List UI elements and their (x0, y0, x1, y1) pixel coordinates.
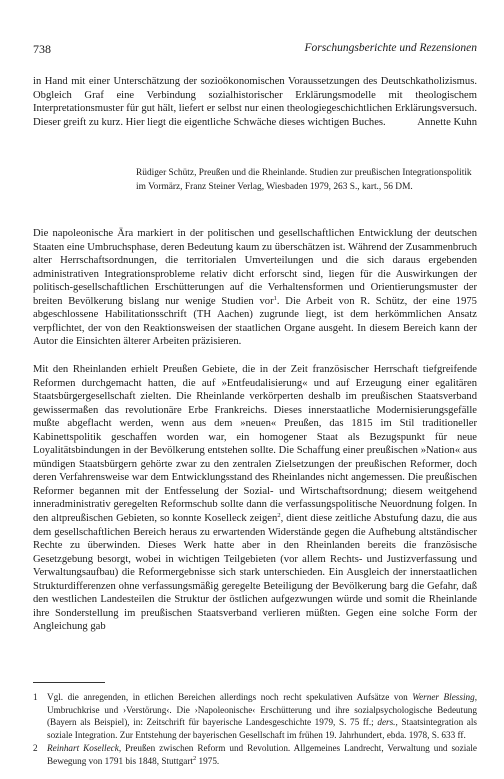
footnote-run: Vgl. die anregenden, in etlichen Bereichen allerdings noch recht spekulativen Aufsätze von (47, 692, 413, 702)
footnote-ref-1: 1 (273, 294, 277, 302)
footnote-text (47, 742, 477, 767)
page (33, 0, 477, 779)
body-paragraph-1: Die napoleonische Ära markiert in der politischen und gesellschaftlichen Entwicklung der deutschen Staaten eine Umbruchsphase, deren Bedeutung kaum zu überschätzen ist. Während der Zusammenbruch alter Herrschaftsordnungen, die territorialen Umverteilungen und die sich daraus ergebenden administrativen Integrationsprobleme relativ dicht erforscht sind, liegen für die Auswirkungen der politisch-gesellschaftlichen Erschütterungen auf die Verhaltensformen und Orientierungsmuster der breiten Bevölkerung bislang nur wenige Studien vor$^1$. Die Arbeit von R. Schütz, der eine 1975 abgeschlossene Habilitationsschrift (TH Aachen) zugrunde liegt, ist dem herkömmlichen Ansatz verpflichtet, der von den Reaktionsweisen der staatlichen Organe ausgeht. In diesem Bereich kann der Autor die Einsichten älterer Arbeiten präzisieren. (33, 228, 477, 348)
footnote-text (47, 691, 477, 741)
footnote-run: , Preußen zwischen Reform und Revolution. Allgemeines Landrecht, Verwaltung und soziale Bewegung von 1791 bis 1848, Stuttgart (47, 743, 477, 766)
previous-review-text: in Hand mit einer Unterschätzung der sozioökonomischen Voraussetzungen des Deutschkatholizismus. Obgleich Graf eine Verbindung sozialhistorischer Erklärungsmodelle mit theologischem Interpretationsmuster für gut hält, liefert er selbst nur einen theologiegeschichtlichen Erklärungsversuch. Dieser greift zu kurz. Hier liegt die eigentliche Schwäche dieses wichtigen Buches. (33, 76, 477, 128)
footnote-run: , Staatsintegration als soziale Integration. Zur Entstehung der bayerischen Gesellschaft im frühen 19. Jahrhundert, ebda. 1978, S. 633 ff. (47, 717, 478, 740)
footnote-italic-run: Werner Blessing (412, 692, 475, 702)
footnote-run: , Umbruchkrise und ›Verstörung‹. Die ›Napoleonische‹ Erschütterung und ihre sozialpsychologische Bedeutung (Bayern als Beispiel), in: Zeitschrift für bayerische Landesgeschichte 1979, S. 75 ff.; (47, 692, 477, 727)
running-title: Forschungsberichte und Rezensionen (304, 42, 477, 54)
footnote-italic-run: Reinhart Koselleck (47, 743, 119, 753)
footnote-ref-2: 2 (277, 512, 281, 520)
footnote-1 (33, 691, 477, 741)
page-header (33, 42, 477, 58)
review-bibliographic-header: Rüdiger Schütz, Preußen und die Rheinlande. Studien zur preußischen Integrationspolitik im Vormärz, Franz Steiner Verlag, Wiesbaden 1979, 263 S., kart., 56 DM. (136, 168, 472, 192)
footnote-number: 2 (33, 743, 38, 753)
footnote-run: 1975. (196, 755, 220, 766)
footnote-italic-run: ders. (377, 717, 396, 727)
footnote-superscript: 2 (192, 754, 197, 762)
footnote-number: 1 (33, 692, 38, 702)
footnote-separator (33, 682, 105, 683)
footnote-2 (33, 742, 477, 767)
reviewer-signature: Annette Kuhn (417, 116, 477, 128)
body-paragraph-2: Mit den Rheinlanden erhielt Preußen Gebiete, die in der Zeit französischer Herrschaft tiefgreifende Reformen durchgemacht hatten, die auf »Entfeudalisierung« und auf Erzeugung einer egalitären Staatsbürgergesellschaft zielten. Die Rheinlande verkörperten deshalb im preußischen Staatsverband gewissermaßen das revolutionäre Erbe Frankreichs. Dieses innerstaatliche Modernisierungsgefälle mußte abgeflacht werden, wenn aus dem »neuen« Preußen, das 1815 im Stil traditioneller Kabinettspolitik geschaffen worden war, ein homogener Staat als Bezugspunkt für neue Loyalitätsbindungen in der Bevölkerung entstehen sollte. Die Schaffung einer preußischen »Nation« aus mündigen Staatsbürgern gehörte zwar zu den zentralen Zielsetzungen der preußischen Reformer, doch deren Verfahrensweise war dem Entwicklungsstand des Rheinlandes nicht angemessen. Die preußischen Reformer begannen mit der Entfesselung der Sozial- und Wirtschaftsordnung; diesem weitgehend inneradministrativ geregelten Reformschub sollte dann die verfassungspolitische Neuordnung folgen. In den altpreußischen Gebieten, so konnte Koselleck zeigen$^2$, dient diese zeitliche Abstufung dazu, die aus dem gesellschaftlichen Bereich heraus zu erwartenden Widerstände gegen die Aufhebung altständischer Rechte zu überwinden. Dieses Werk hatte aber in den Rheinlanden bereits die französische Gesetzgebung besorgt, wobei in wichtigen Teilgebieten (vor allem Rechts- und Justizverfassung und Verwaltungsaufbau) die Reformergebnisse sich stark unterschieden. Ein Ausgleich der innerstaatlichen Strukturdifferenzen ohne verfassungsmäßig geregelte Beteiligung der Bevölkerung barg die Gefahr, daß den westlichen Landesteilen die Struktur der östlichen aufgezwungen würde und somit die Rheinlande ihre Sonderstellung im preußischen Staatsverband verlieren müßten. Gegen eine solche Form der Angleichung gab (33, 364, 477, 633)
page-number: 738 (33, 42, 51, 56)
previous-review-ending (33, 75, 477, 129)
